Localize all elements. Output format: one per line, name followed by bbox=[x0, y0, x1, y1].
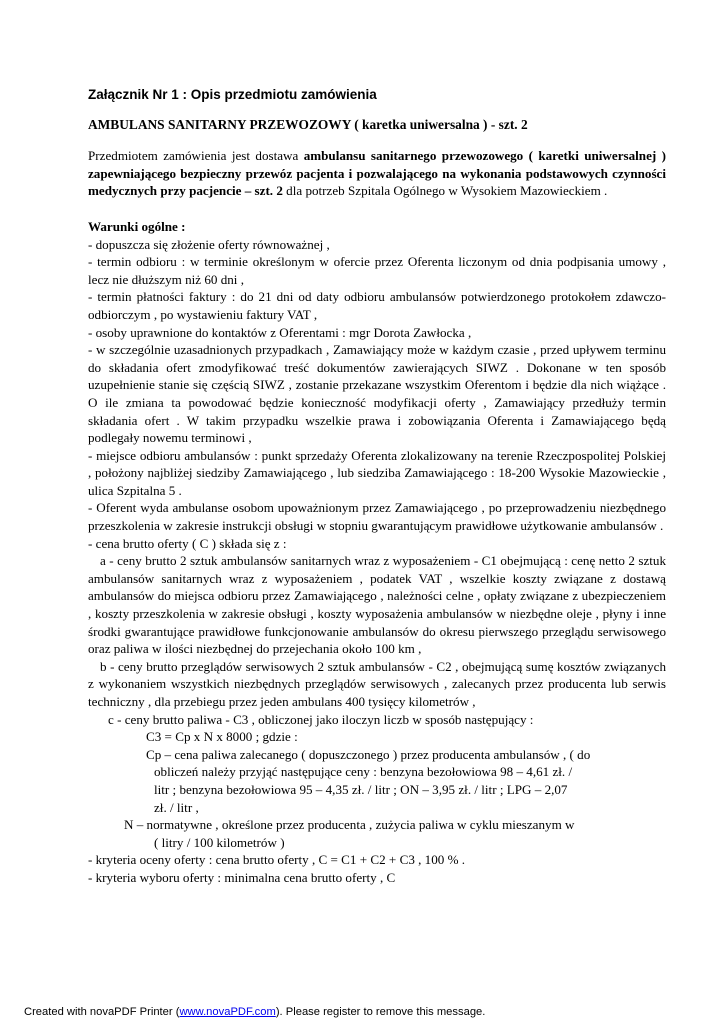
cp-definition-line: Cp – cena paliwa zalecanego ( dopuszczonego ) przez producenta ambulansów , ( do bbox=[146, 746, 591, 762]
price-component-a: a - ceny brutto 2 sztuk ambulansów sanitarnych wraz z wyposażeniem - C1 obejmującą : cenę netto 2 sztuk ambulansów sanitarnych wraz z wyposażeniem , podatek VAT , wszelkie koszty związane z dostawą ambulansów do miejsca odbioru przez Zamawiającego , należności celne , opłaty związane z ubezpieczeniem , koszty przeszkolenia w zakresie obsługi , koszty wyposażenia ambulansów w niezbędne oleje , płyny i inne środki gwarantujące prawidłowe funkcjonowanie ambulansów do okresu pierwszego przeglądu serwisowego oraz paliwa w ilości niezbędnej do przejechania około 100 km , bbox=[88, 553, 666, 657]
condition-item: - dopuszcza się złożenie oferty równoważnej , bbox=[88, 236, 330, 252]
condition-item: - cena brutto oferty ( C ) składa się z : bbox=[88, 535, 287, 551]
condition-item: - osoby uprawnione do kontaktów z Oferentami : mgr Dorota Zawłocka , bbox=[88, 324, 472, 340]
n-definition-line: ( litry / 100 kilometrów ) bbox=[154, 834, 285, 850]
condition-item: - w szczególnie uzasadnionych przypadkach , Zamawiający może w każdym czasie , przed upływem terminu do składania ofert zmodyfikować treść dokumentów zawierających SIWZ . Dokonane w ten sposób uzupełnienie stanie się częścią SIWZ , zostanie przekazane wszystkim Oferentom i będzie dla nich wiążące . O ile zmiana ta powodować będzie konieczność modyfikacji oferty , Zamawiający przedłuży termin składania ofert . W takim przypadku wszelkie prawa i zobowiązania Oferenta i Zamawiającego będą podlegały nowemu terminowi , bbox=[88, 342, 666, 446]
footer-suffix: ). Please register to remove this message. bbox=[275, 1006, 486, 1018]
condition-item: - termin płatności faktury : do 21 dni od daty odbioru ambulansów potwierdzonego protokołem zdawczo-odbiorczym , po wystawieniu faktury VAT , bbox=[88, 289, 666, 322]
cp-definition-line: litr ; benzyna bezołowiowa 95 – 4,35 zł. / litr ; ON – 3,95 zł. / litr ; LPG – 2,07 bbox=[154, 781, 568, 797]
evaluation-criteria: - kryteria oceny oferty : cena brutto oferty , C = C1 + C2 + C3 , 100 % . bbox=[88, 852, 466, 868]
condition-item: - miejsce odbioru ambulansów : punkt sprzedaży Oferenta zlokalizowany na terenie Rzeczpospolitej Polskiej , położony najbliżej siedziby Zamawiającego , lub siedziba Zamawiającego : 18-200 Wysokie Mazowieckie , ulica Szpitalna 5 . bbox=[88, 447, 666, 498]
cp-definition-line: obliczeń należy przyjąć następujące ceny : benzyna bezołowiowa 98 – 4,61 zł. / bbox=[154, 764, 573, 780]
intro-text-bold: ambulansu sanitarnego przewozowego ( karetki uniwersalnej ) zapewniającego bezpieczny przewóz pacjenta i pozwalającego na wykonania podstawowych czynności medycznych przy pacjencie – szt. 2 bbox=[88, 148, 666, 199]
attachment-title: Załącznik Nr 1 : Opis przedmiotu zamówienia bbox=[88, 87, 377, 102]
footer-prefix: Created with novaPDF Printer ( bbox=[24, 1006, 180, 1018]
subject-heading: AMBULANS SANITARNY PRZEWOZOWY ( karetka uniwersalna ) - szt. 2 bbox=[88, 116, 528, 132]
intro-text-start: Przedmiotem zamówienia jest dostawa bbox=[88, 148, 304, 164]
n-definition-line: N – normatywne , określone przez producenta , zużycia paliwa w cyklu mieszanym w bbox=[124, 817, 575, 833]
price-component-c: c - ceny brutto paliwa - C3 , obliczonej jako iloczyn liczb w sposób następujący : bbox=[108, 711, 534, 727]
document-body bbox=[88, 86, 666, 887]
selection-criteria: - kryteria wyboru oferty : minimalna cena brutto oferty , C bbox=[88, 869, 396, 885]
conditions-heading: Warunki ogólne : bbox=[88, 218, 186, 234]
condition-item: - termin odbioru : w terminie określonym w ofercie przez Oferenta liczonym od dnia podpisania umowy , lecz nie dłuższym niż 60 dni , bbox=[88, 254, 666, 287]
intro-paragraph bbox=[88, 147, 666, 200]
novapdf-link[interactable]: www.novaPDF.com bbox=[179, 1006, 276, 1018]
cp-definition-line: zł. / litr , bbox=[154, 799, 199, 815]
intro-text-end: dla potrzeb Szpitala Ogólnego w Wysokiem Mazowieckiem . bbox=[282, 183, 608, 199]
fuel-formula: C3 = Cp x N x 8000 ; gdzie : bbox=[146, 729, 298, 745]
condition-item: - Oferent wyda ambulanse osobom upoważnionym przez Zamawiającego , po przeprowadzeniu niezbędnego przeszkolenia w zakresie instrukcji obsługi w stopniu gwarantującym prawidłowe użytkowanie ambulansów . bbox=[88, 500, 666, 534]
price-component-b: b - ceny brutto przeglądów serwisowych 2 sztuk ambulansów - C2 , obejmującą sumę kosztów związanych z wykonaniem wszystkich niezbędnych przeglądów serwisowych , zalecanych przez producenta lub serwis techniczny , dla przebiegu przez jeden ambulans 400 tysięcy kilometrów , bbox=[88, 658, 666, 709]
watermark-footer bbox=[24, 1006, 485, 1018]
